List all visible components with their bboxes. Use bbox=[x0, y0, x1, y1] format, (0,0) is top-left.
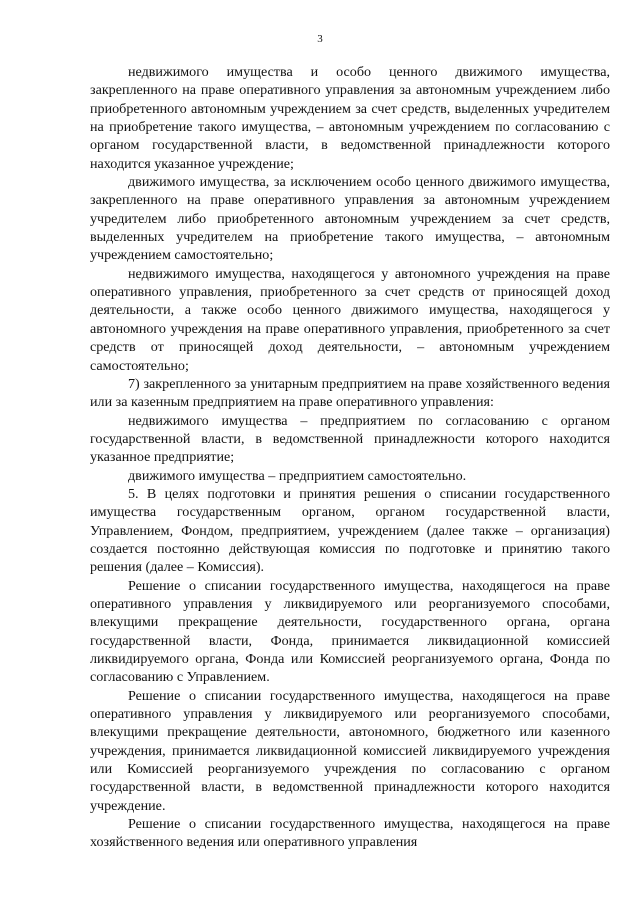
paragraph: недвижимого имущества – предприятием по согласованию с органом государственной власти, в ведомственной принадлежности которого находится указанное предприятие; bbox=[90, 412, 610, 466]
page-number: 3 bbox=[317, 33, 323, 45]
paragraph: движимого имущества, за исключением особо ценного движимого имущества, закрепленного на праве оперативного управления за автономным учреждением учредителем либо приобретенного автономным учреждением за счет средств, выделенных учредителем на приобретение такого имущества, – автономным учреждением самостоятельно; bbox=[90, 174, 610, 264]
paragraph: недвижимого имущества и особо ценного движимого имущества, закрепленного на праве оперативного управления за автономным учреждением либо приобретенного автономным учреждением за счет средств, выделенных учредителем на приобретение такого имущества, – автономным учреждением по согласованию с органом государственной власти, в ведомственной принадлежности которого находится указанное учреждение; bbox=[90, 64, 610, 172]
document-body bbox=[90, 63, 610, 852]
paragraph: недвижимого имущества, находящегося у автономного учреждения на праве оперативного управления, приобретенного за счет средств от приносящей доход деятельности, а также особо ценного движимого имущества, находящегося у автономного учреждения на праве оперативного управления, приобретенного за счет средств от приносящей доход деятельности, – автономным учреждением самостоятельно; bbox=[90, 265, 610, 374]
paragraph: Решение о списании государственного имущества, находящегося на праве хозяйственного ведения или оперативного управления bbox=[90, 816, 610, 851]
paragraph: Решение о списании государственного имущества, находящегося на праве оперативного управления у ликвидируемого или реорганизуемого способами, влекущими прекращение деятельности, государственного органа, органа государственной власти, Фонда, принимается ликвидационной комиссией ликвидируемого органа, Фонда или Комиссией реорганизуемого органа, Фонда по согласованию с Управлением. bbox=[90, 577, 610, 686]
paragraph: движимого имущества – предприятием самостоятельно. bbox=[128, 467, 467, 484]
paragraph: 5. В целях подготовки и принятия решения о списании государственного имущества государственным органом, органом государственной власти, Управлением, Фондом, предприятием, учреждением (далее также – организация) создается постоянно действующая комиссия по подготовке и принятию такого решения (далее – Комиссия). bbox=[90, 485, 610, 576]
paragraph: 7) закрепленного за унитарным предприятием на праве хозяйственного ведения или за казенным предприятием на праве оперативного управления: bbox=[90, 375, 610, 411]
paragraph: Решение о списании государственного имущества, находящегося на праве оперативного управления у ликвидируемого или реорганизуемого способами, влекущими прекращение деятельности, автономного, бюджетного или казенного учреждения, принимается ликвидационной комиссией ликвидируемого учреждения или Комиссией реорганизуемого учреждения по согласованию с органом государственной власти, в ведомственной принадлежности которого находится учреждение. bbox=[90, 687, 610, 814]
